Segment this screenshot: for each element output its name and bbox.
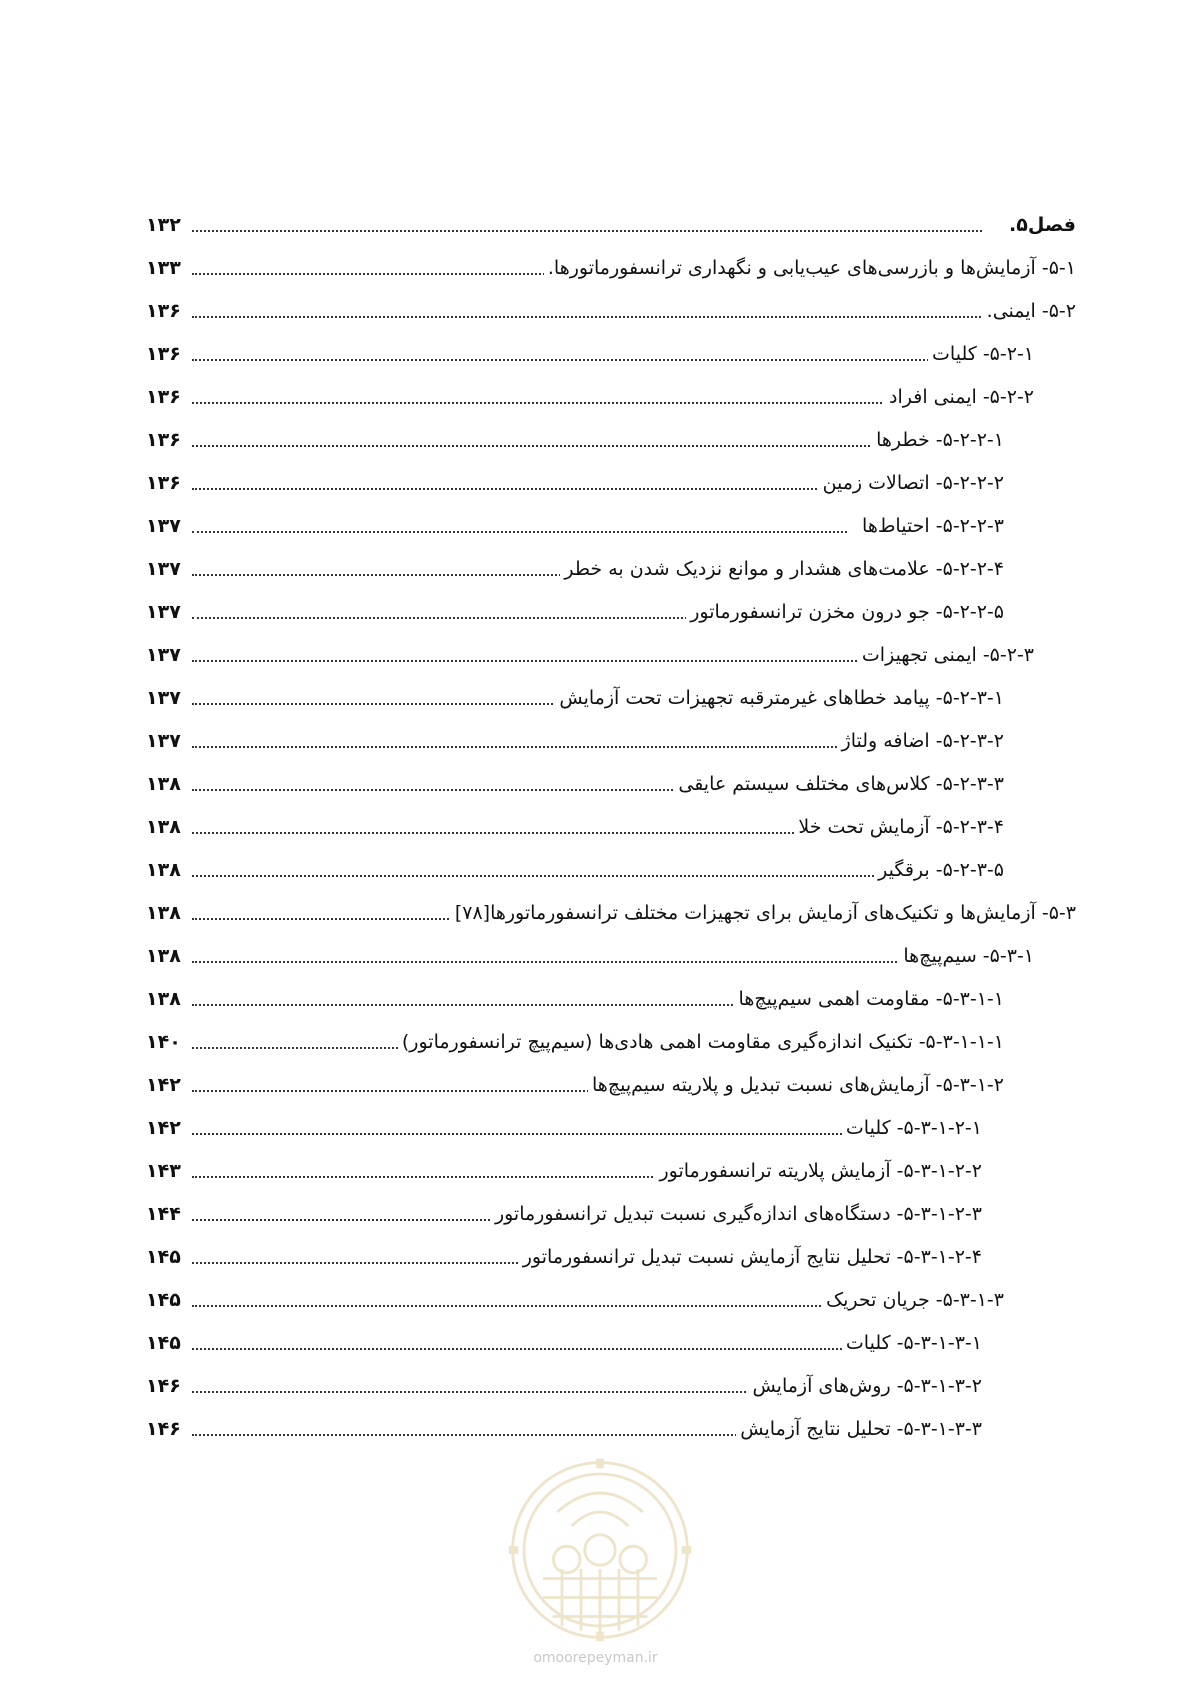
toc-page-number: ۱۳۷ xyxy=(146,687,181,709)
toc-entry[interactable] xyxy=(146,1414,1076,1444)
toc-dot-leader xyxy=(192,875,882,877)
toc-dot-leader xyxy=(192,1219,522,1221)
toc-entry[interactable] xyxy=(146,898,1076,928)
toc-page-number: ۱۳۶ xyxy=(146,429,181,451)
toc-entry[interactable] xyxy=(146,769,1076,799)
toc-title: ۵-۳-۱- سیم‌پیچ‌ها xyxy=(899,941,1034,971)
toc-page-number: ۱۴۲ xyxy=(146,1074,181,1096)
toc-dot-leader xyxy=(192,746,852,748)
toc-dot-leader xyxy=(192,961,912,963)
toc-entry[interactable] xyxy=(146,511,1076,541)
toc-page-number: ۱۳۷ xyxy=(146,730,181,752)
toc-entry[interactable] xyxy=(146,941,1076,971)
toc-page-number: ۱۴۴ xyxy=(146,1203,181,1225)
toc-dot-leader xyxy=(192,703,572,705)
toc-dot-leader xyxy=(192,1176,692,1178)
toc-title: ۵-۱- آزمایش‌ها و بازرسی‌های عیب‌یابی و نگهداری ترانسفورماتورها. xyxy=(544,253,1076,283)
toc-title: فصل۵. xyxy=(1005,210,1076,240)
toc-entry[interactable] xyxy=(146,554,1076,584)
toc-title: ۵-۳-۱-۲-۳- دستگاه‌های اندازه‌گیری نسبت تبدیل ترانسفورماتور xyxy=(491,1199,982,1229)
toc-entry[interactable] xyxy=(146,1328,1076,1358)
toc-title: ۵-۳-۱-۳-۱- کلیات xyxy=(842,1328,982,1358)
toc-dot-leader xyxy=(192,617,707,619)
toc-dot-leader xyxy=(192,832,802,834)
toc-title: ۵-۳-۱-۳-۲- روش‌های آزمایش xyxy=(748,1371,982,1401)
toc-title: ۵-۲-۳-۵- برقگیر xyxy=(874,855,1004,885)
toc-title: ۵-۲-۲-۱- خطرها xyxy=(872,425,1004,455)
toc-dot-leader xyxy=(192,488,817,490)
seal-watermark-icon xyxy=(505,1455,695,1645)
toc-dot-leader xyxy=(192,1262,542,1264)
toc-title: ۵-۳-۱-۲-۴- تحلیل نتایج آزمایش نسبت تبدیل ترانسفورماتور xyxy=(519,1242,982,1272)
toc-page-number: ۱۴۵ xyxy=(146,1289,181,1311)
toc-dot-leader xyxy=(192,1004,772,1006)
toc-dot-leader xyxy=(192,445,902,447)
toc-entry[interactable] xyxy=(146,1070,1076,1100)
toc-dot-leader xyxy=(192,918,492,920)
toc-dot-leader xyxy=(192,1391,762,1393)
toc-title: ۵-۳-۱-۳-۳- تحلیل نتایج آزمایش xyxy=(736,1414,982,1444)
toc-page-number: ۱۳۶ xyxy=(146,386,181,408)
toc-title: ۵-۲-۲-۳- احتیاط‌ها xyxy=(858,511,1004,541)
toc-title: ۵-۳-۱-۳- جریان تحریک xyxy=(822,1285,1004,1315)
toc-page-number: ۱۴۲ xyxy=(146,1117,181,1139)
toc-title: ۵-۲-۲-۵- جو درون مخزن ترانسفورماتور xyxy=(686,597,1004,627)
toc-title: ۵-۲-۲-۲- اتصالات زمین xyxy=(819,468,1004,498)
toc-dot-leader xyxy=(192,1348,842,1350)
toc-title: ۵-۳-۱-۱- مقاومت اهمی سیم‌پیچ‌ها xyxy=(735,984,1004,1014)
toc-entry[interactable] xyxy=(146,1199,1076,1229)
toc-page-number: ۱۳۸ xyxy=(146,988,181,1010)
toc-title: ۵-۳- آزمایش‌ها و تکنیک‌های آزمایش برای تجهیزات مختلف ترانسفورماتورها[۷۸] xyxy=(451,898,1076,928)
footer-url: omoorepeyman.ir xyxy=(533,1650,658,1666)
toc-page-number: ۱۳۸ xyxy=(146,902,181,924)
toc-entry[interactable] xyxy=(146,425,1076,455)
toc-entry[interactable] xyxy=(146,296,1076,326)
toc-dot-leader xyxy=(192,359,932,361)
toc-entry[interactable] xyxy=(146,984,1076,1014)
toc-dot-leader xyxy=(192,574,572,576)
toc-dot-leader xyxy=(192,316,992,318)
toc-dot-leader xyxy=(192,660,872,662)
toc-dot-leader xyxy=(192,1133,842,1135)
toc-dot-leader xyxy=(192,531,847,533)
toc-entry[interactable] xyxy=(146,382,1076,412)
toc-page-number: ۱۴۳ xyxy=(146,1160,181,1182)
toc-page-number: ۱۳۶ xyxy=(146,472,181,494)
toc-page-number: ۱۳۶ xyxy=(146,300,181,322)
toc-entry[interactable] xyxy=(146,210,1076,240)
toc-page-number: ۱۳۷ xyxy=(146,644,181,666)
toc-title: ۵-۳-۱-۲-۲- آزمایش پلاریته ترانسفورماتور xyxy=(655,1156,982,1186)
toc-title: ۵-۲-۳-۳- کلاس‌های مختلف سیستم عایقی xyxy=(674,769,1004,799)
toc-entry[interactable] xyxy=(146,640,1076,670)
toc-title: ۵-۲-۳- ایمنی تجهیزات xyxy=(858,640,1034,670)
toc-dot-leader xyxy=(192,1434,752,1436)
toc-page-number: ۱۳۸ xyxy=(146,859,181,881)
toc-title: ۵-۲-۳-۲- اضافه ولتاژ xyxy=(838,726,1004,756)
toc-page-number: ۱۳۸ xyxy=(146,773,181,795)
toc-page-number: ۱۳۷ xyxy=(146,558,181,580)
toc-dot-leader xyxy=(192,230,982,232)
toc-title: ۵-۲-۱- کلیات xyxy=(928,339,1034,369)
toc-entry[interactable] xyxy=(146,597,1076,627)
toc-page-number: ۱۴۰ xyxy=(146,1031,181,1053)
toc-entry[interactable] xyxy=(146,468,1076,498)
toc-page-number: ۱۳۲ xyxy=(146,214,181,236)
toc-entry[interactable] xyxy=(146,1371,1076,1401)
toc-title: ۵-۳-۱-۱-۱- تکنیک اندازه‌گیری مقاومت اهمی هادی‌ها (سیم‌پیچ ترانسفورماتور) xyxy=(398,1027,1004,1057)
toc-title: ۵-۲-۳-۴- آزمایش تحت خلا xyxy=(794,812,1004,842)
toc-page-number: ۱۴۶ xyxy=(146,1375,181,1397)
toc-entry[interactable] xyxy=(146,726,1076,756)
toc-entry[interactable] xyxy=(146,1285,1076,1315)
toc-title: ۵-۲- ایمنی. xyxy=(983,296,1076,326)
toc-title: ۵-۲-۳-۱- پیامد خطاهای غیرمترقبه تجهیزات تحت آزمایش xyxy=(555,683,1004,713)
toc-page-number: ۱۳۸ xyxy=(146,816,181,838)
toc-dot-leader xyxy=(192,273,572,275)
toc-entry[interactable] xyxy=(146,1027,1076,1057)
toc-page-number: ۱۳۷ xyxy=(146,601,181,623)
toc-entry[interactable] xyxy=(146,1156,1076,1186)
toc-title: ۵-۲-۲-۴- علامت‌های هشدار و موانع نزدیک شدن به خطر xyxy=(560,554,1004,584)
toc-dot-leader xyxy=(192,402,882,404)
toc-entry[interactable] xyxy=(146,339,1076,369)
toc-page-number: ۱۳۸ xyxy=(146,945,181,967)
toc-dot-leader xyxy=(192,1090,592,1092)
toc-entry[interactable] xyxy=(146,253,1076,283)
toc-page-number: ۱۳۶ xyxy=(146,343,181,365)
toc-dot-leader xyxy=(192,789,692,791)
toc-entry[interactable] xyxy=(146,1113,1076,1143)
toc-page-number: ۱۳۳ xyxy=(146,257,181,279)
toc-page-number: ۱۴۵ xyxy=(146,1332,181,1354)
toc-page-number: ۱۳۷ xyxy=(146,515,181,537)
toc-entry[interactable] xyxy=(146,812,1076,842)
toc-dot-leader xyxy=(192,1305,832,1307)
toc-entry[interactable] xyxy=(146,683,1076,713)
toc-title: ۵-۳-۱-۲-۱- کلیات xyxy=(842,1113,982,1143)
toc-entry[interactable] xyxy=(146,1242,1076,1272)
toc-entry[interactable] xyxy=(146,855,1076,885)
toc-page-number: ۱۴۶ xyxy=(146,1418,181,1440)
toc-title: ۵-۳-۱-۲- آزمایش‌های نسبت تبدیل و پلاریته سیم‌پیچ‌ها xyxy=(588,1070,1004,1100)
toc-page-number: ۱۴۵ xyxy=(146,1246,181,1268)
toc-title: ۵-۲-۲- ایمنی افراد xyxy=(885,382,1034,412)
